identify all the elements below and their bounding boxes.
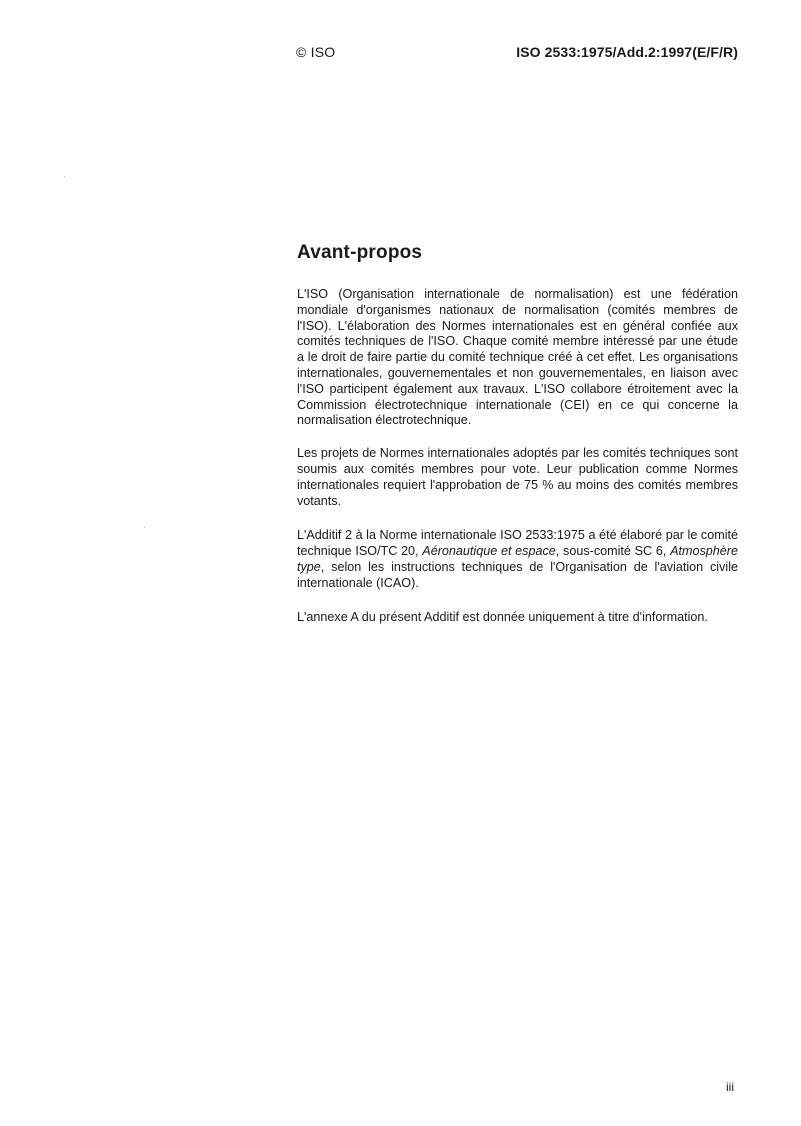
- paragraph-iso-intro: L'ISO (Organisation internationale de normalisation) est une fédération mondiale d'organismes nationaux de normalisation (comités membres de l'ISO). L'élaboration des Normes internationales est en général confiée aux comités techniques de l'ISO. Chaque comité membre intéressé par une étude a le droit de faire partie du comité technique créé à cet effet. Les organisations internationales, gouvernementales et non gouvernementales, en liaison avec l'ISO participent également aux travaux. L'ISO collabore étroitement avec la Commission électrotechnique internationale (CEI) en ce qui concerne la normalisation électrotechnique.: [297, 287, 738, 428]
- paragraph-additif-text-3: , selon les instructions techniques de l'Organisation de l'aviation civile internationale (ICAO).: [297, 559, 738, 590]
- scan-speck: [64, 176, 65, 177]
- scan-speck: [144, 527, 145, 528]
- paragraph-draft-approval: Les projets de Normes internationales adoptés par les comités techniques sont soumis aux comités membres pour vote. Leur publication comme Normes internationales requiert l'approbation de 75 % au moins des comités membres votants.: [297, 446, 738, 508]
- subcommittee-name: Atmosphère type: [297, 544, 738, 574]
- paragraph-additif-text-1: L'Additif 2 à la Norme internationale ISO 2533:1975 a été élaboré par le comité technique ISO/TC 20,: [297, 528, 738, 559]
- body-text: [297, 287, 738, 642]
- committee-name: Aéronautique et espace: [422, 544, 556, 559]
- section-title: Avant-propos: [297, 242, 423, 263]
- page-number: iii: [726, 1080, 734, 1094]
- copyright-notice: © ISO: [296, 44, 336, 60]
- document-identifier: ISO 2533:1975/Add.2:1997(E/F/R): [516, 44, 738, 60]
- paragraph-additif-text-2: , sous-comité SC 6,: [555, 544, 671, 559]
- paragraph-additif-origin: [297, 528, 738, 591]
- paragraph-annex-note: L'annexe A du présent Additif est donnée uniquement à titre d'information.: [297, 609, 708, 624]
